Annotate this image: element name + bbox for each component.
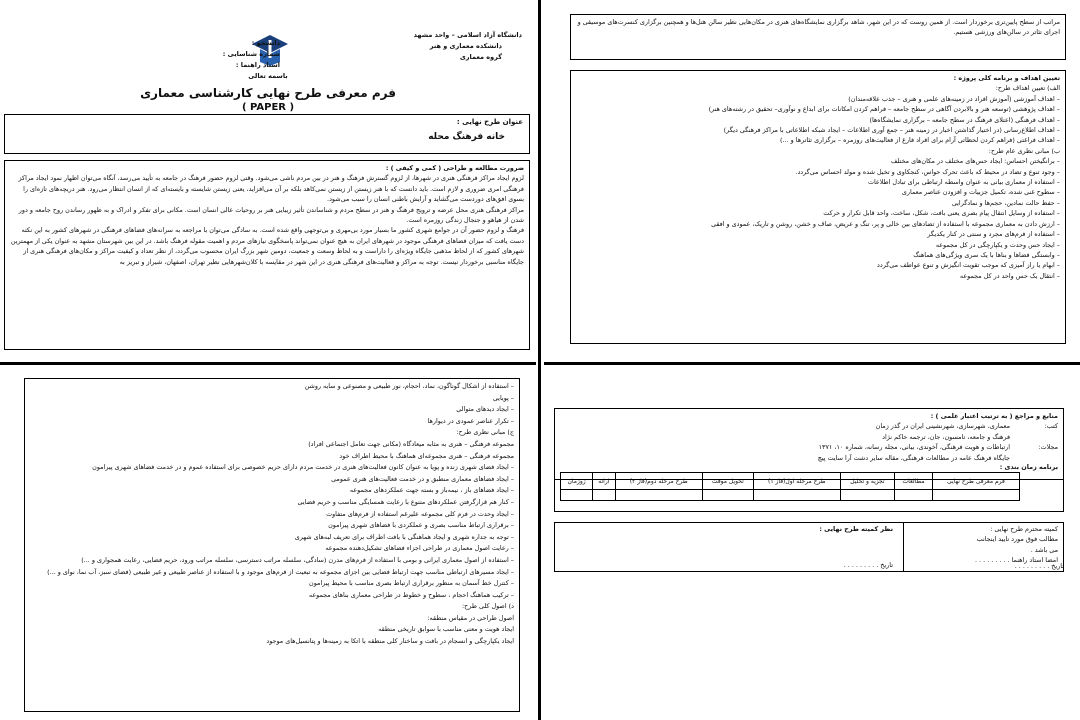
university-name: دانشگاه آزاد اسلامی – واحد مشهد — [413, 31, 522, 39]
necessity-paragraph: لزوم ایجاد مراکز فرهنگی هنری در شهرها، از لزوم گسترش فرهنگ و هنر در بین مردم ناشی می‌شود. وقتی لزوم حضور فرهنگ در جامعه به تأیید می‌رسد، آنگاه می‌توان اظهار نمود ایجاد مراکز فرهنگی امری ضروری و لازم است. باید دانست که با هنر زیستن از زیستن نمی‌کاهد بلکه بر آن می‌افزاید، یعنی زیستن شایسته و بایسته‌ای که از انسان انتظار می‌رود. هنر دریچه‌های تازه‌ای را بسوی افق‌های دوردست می‌گشاید و آرایش باطنی انسان را سبب می‌شود. — [18, 174, 524, 204]
goal-item: – اهداف پژوهشی (توسعه هنر و بالابردن آگاهی در سطح جامعه – فراهم کردن امکانات برای ابداع و نوآوری– تحقیق در رشته‌های هنر) — [708, 105, 1060, 114]
continuation-paragraph: مراتب از سطح پایین‌تری برخوردار است. از همین روست که در این شهر، شاهد برگزاری نمایشگاه‌های هنری در مکان‌هایی نظیر سالن هتل‌ها و همچنین برگزاری کنسرت‌های موسیقی و اجرای تئاتر در سالن‌های ورزشی هستیم. — [577, 18, 1060, 37]
necessity-paragraph: مراکز فرهنگی هنری محل عرضه و ترویج فرهنگ و هنر در سطح مردم و شناساندن تأثیر زیبایی هنر بر روحیات عالی انسان است. مکانی برای تفکر و ادراک و به ظهور رساندن روح جامعه و دور شدن از هیاهو و جنجال زندگی روزمره است. — [18, 205, 524, 225]
page-divider-vertical — [538, 0, 541, 720]
department-name: گروه معماری — [459, 53, 502, 61]
schedule-column-header: تجزیه و تحلیل — [840, 473, 895, 490]
schedule-cell — [753, 490, 840, 501]
reference-item: فرهنگ و جامعه، تامسون، جان، ترجمه حاکم نژاد — [882, 432, 1010, 441]
goal-item: – برانگیختن احساس: ایجاد حس‌های مختلف در مکان‌های مختلف — [890, 157, 1060, 166]
principle-item: مجموعه فرهنگی – هنری به مثابه میعادگاه (مکانی جهت تعامل اجتماعی افراد) — [308, 439, 514, 448]
faculty-name: دانشکده معماری و هنر — [429, 42, 502, 50]
student-info — [160, 38, 280, 71]
signature-box — [554, 522, 1064, 572]
principle-item: – ایجاد وحدت در فرم کلی مجموعه علیرغم استفاده از فرم‌های متفاوت — [326, 509, 514, 518]
principles-list — [30, 381, 514, 648]
approval-line: می باشد . — [1030, 545, 1058, 554]
goal-item: ب) مبانی نظری عام طرح: — [988, 146, 1060, 155]
schedule-title: برنامه زمان بندی : — [999, 463, 1058, 471]
principle-item: – کنترل خط آسمان به منظور برقراری ارتباط بصری مناسب با محیط پیرامون — [309, 579, 514, 588]
goal-item: – اهداف آموزشی (آموزش افراد در زمینه‌های علمی و هنری – جذب علاقه‌مندان) — [848, 94, 1060, 103]
schedule-column-header: فرم معرفی طرح نهایی — [932, 473, 1019, 490]
approval-line: کمیته محترم طرح نهایی : — [990, 525, 1058, 533]
advisor-signature: امضا استاد راهنما . . . . . . . . . — [975, 556, 1058, 565]
principle-item: – ایجاد فضاهای معماری منطبق و در خدمت فعالیت‌های هنری عمومی — [331, 474, 514, 483]
project-title-box — [4, 114, 530, 154]
goals-title: تعیین اهداف و برنامه کلی پروژه : — [953, 74, 1060, 82]
committee-date: تاریخ . . . . . . . . . — [843, 561, 893, 569]
principle-item: – پویایی — [492, 393, 514, 402]
project-title-label: عنوان طرح نهایی : — [456, 118, 523, 126]
continuation-box — [570, 14, 1066, 60]
reference-item: معماری، شهرسازی، شهرنشینی ایران در گذر زمان — [875, 422, 1010, 431]
goal-item: – اهداف فرهنگی (اعتلای فرهنگ در سطح جامعه – برگزاری نمایشگاه‌ها) — [869, 115, 1060, 124]
schedule-cell — [561, 490, 593, 501]
advisor-label: استاد راهنما : — [235, 61, 280, 69]
goals-list — [576, 83, 1060, 281]
schedule-column-header: طرح مرحله اول(فاز ۱) — [753, 473, 840, 490]
page-4 — [544, 368, 1080, 720]
goal-item: – اهداف فراغتی (فراهم کردن لحظاتی آرام برای افراد فارغ از فعالیت‌های روزمره – برگزاری تئاترها و ...) — [780, 136, 1060, 145]
magazines-label: مجلات: — [1038, 443, 1058, 452]
principle-item: – ایجاد فضاهای باز ، نیمه‌باز و بسته جهت عملکردهای مجموعه — [349, 486, 514, 495]
page-3 — [0, 368, 536, 720]
principle-item: – ایجاد دیدهای متوالی — [456, 405, 514, 414]
goal-item: – استفاده از معماری بیانی به عنوان واسطه ارتباطی برای تبادل اطلاعات — [867, 178, 1060, 187]
principles-box — [24, 378, 520, 712]
books-row — [560, 421, 1058, 442]
schedule-column-header: طرح مرحله دوم(فاز ۲) — [615, 473, 702, 490]
committee-title: نظر کمیته طرح نهایی : — [819, 525, 893, 533]
university-header — [352, 30, 522, 63]
schedule-cell — [702, 490, 753, 501]
schedule-cell — [840, 490, 895, 501]
schedule-table — [560, 472, 1020, 501]
principle-item: – برقراری ارتباط مناسب بصری و عملکردی با فضاهای شهری پیرامون — [328, 521, 514, 530]
principle-item: – کنار هم قرارگرفتن عملکردهای متنوع با رعایت همسایگی مناسب و حریم فضایی — [297, 497, 514, 506]
principle-item: – ایجاد مسیرهای ارتباطی مناسب جهت ارتباط فضایی بین اجزای مجموعه به تبعیت از فرم‌های موجود و با استفاده از عناصر طبیعی و غیر طبیعی (فضای سبز، آب نما، نوای و ...) — [47, 567, 514, 576]
principle-item: ج) مبانی نظری طرح: — [456, 428, 514, 437]
principle-item: اصول طراحی در مقیاس منطقه: — [427, 613, 514, 622]
goal-item: – حفظ حالت نمادین، حجم‌ها و نمادگرایی — [951, 198, 1060, 207]
books-label: کتب: — [1044, 422, 1058, 431]
goal-item: – وجود تنوع و تضاد در محیط که باعث تحرک حواس، کنجکاوی و تخیل شده و مولد احساس می‌گردد. — [795, 167, 1060, 176]
goal-item: – استفاده از فرم‌های مجرد و سنتی در کنار یکدیگر — [927, 230, 1060, 239]
goals-box — [570, 70, 1066, 344]
project-title: خانه فرهنگ محله — [428, 132, 505, 143]
principle-item: ایجاد هویت و معنی مناسب با سوابق تاریخی منطقه — [378, 625, 514, 634]
form-title: فرم معرفی طرح نهایی کارشناسی معماری — [140, 86, 396, 100]
principle-item: – استفاده از اشکال گوناگون، نماد، احجام، نور طبیعی و مصنوعی و سایه روشن — [304, 382, 514, 390]
principle-item: – ایجاد فضای شهری زنده و پویا به عنوان کانون فعالیت‌های هنری در خدمت مردم دارای حریم خصوصی برای استفاده عموم و در خدمت فضاهای شهری پیرامون — [92, 463, 514, 472]
approval-line: مطالب فوق مورد تایید اینجانب — [976, 535, 1058, 544]
student-id-label: شماره شناسایی : — [222, 50, 280, 58]
principle-item: د) اصول کلی طرح: — [462, 602, 514, 611]
schedule-column-header: ارائه — [593, 473, 615, 490]
principle-item: ایجاد یکپارچگی و انسجام در بافت و ساختار کلی منطقه با اتکا به زمینه‌ها و پتانسیل‌های موجود — [266, 637, 514, 646]
schedule-cell — [932, 490, 1019, 501]
schedule-column-header: ژوژمان — [561, 473, 593, 490]
schedule-box — [554, 460, 1064, 512]
principle-item: مجموعه فرهنگی – هنری مجموعه‌ای هماهنگ با محیط اطراف خود — [339, 451, 514, 460]
goal-item: – ایجاد حس وحدت و یکپارچگی در کل مجموعه — [935, 240, 1060, 249]
principle-item: – تکرار عناصر عمودی در دیوارها — [427, 416, 514, 425]
schedule-column-header: تحویل موقت — [702, 473, 753, 490]
schedule-cell — [593, 490, 615, 501]
reference-item: ارتباطات و هویت فرهنگی، آخوندی، بیانی، مجله رسانه، شماره ۱۰، ۱۳۷۱ — [818, 443, 1010, 452]
schedule-column-header: مطالعات — [895, 473, 933, 490]
goal-item: الف) تعیین اهداف طرح: — [995, 84, 1060, 93]
goal-item: – ارزش دادن به معماری مجموعه با استفاده از تضادهای بین خالی و پر، تنگ و عریض، صاف و خشن، روشن و تاریک، عمودی و افقی — [711, 219, 1060, 228]
page-1 — [0, 0, 536, 360]
page-2 — [544, 0, 1080, 360]
reference-item: جایگاه فرهنگ عامه در مطالعات فرهنگی، مقاله سایر دشت آرا سایت پیچ — [817, 453, 1010, 462]
principle-item: – توجه به جداره شهری و ایجاد هماهنگی با بافت اطراف برای تعریف لبه‌های شهری — [294, 532, 514, 541]
page-divider-horizontal-right — [544, 362, 1080, 365]
necessity-paragraph: فرهنگ و لزوم حضور آن در جوامع شهری کشور ما بسیار مورد بی‌مهری و بی‌توجهی واقع شده است. به سادگی می‌توان با مراجعه به سرانه‌های فضاهای فرهنگی در شهرهای کشور به این نکته دست یافت که میزان فضاهای فرهنگی موجود در شهرهای ایران به هیچ عنوان نمی‌تواند پاسخگوی نیازهای مردم و اهمیت مقوله فرهنگ باشد. در این بین شهرستان مشهد به عنوان یکی از مهمترین شهرهای کشور که از لحاظ مذهبی جایگاه ویژه‌ای را داراست و به لحاظ وسعت و جمعیت، دومین شهر بزرگ ایران محسوب می‌گردد، از نظر تعداد و کیفیت مراکز و مکان‌های فرهنگی هنری از جایگاه مناسبی برخوردار نیست. توجه به مراکز و فعالیت‌های فرهنگی هنری در این شهر در مقایسه با کلان‌شهرهایی نظیر تهران، اصفهان، شیراز و تبریز به — [10, 226, 524, 266]
approval-date: تاریخ . . . . . . . . . — [1014, 562, 1064, 570]
principle-item: – استفاده از اصول معماری ایرانی و بومی با استفاده از فرم‌های مدرن (سادگی، سلسله مراتب دسترسی، سلسله مراتب ورود، حریم فضایی، رعایت همجواری و ...) — [81, 555, 514, 564]
goal-item: – سطوح غنی شده، تکمیل جزییات و افزودن عناصر معماری — [901, 188, 1060, 197]
schedule-cell — [895, 490, 933, 501]
goal-item: – انتقال یک حس واحد در کل مجموعه — [959, 271, 1060, 280]
principle-item: – رعایت اصول معماری در طراحی اجزاء فضاهای تشکیل‌دهنده مجموعه — [325, 544, 514, 553]
goal-item: – اهداف اطلاع‌رسانی (در اختیار گذاشتن اخبار در زمینه هنر – جمع آوری اطلاعات – ایجاد شبکه اطلاعاتی با مراکز فرهنگی دیگر) — [723, 126, 1060, 135]
student-label: دانشجو : — [251, 39, 280, 47]
necessity-box — [4, 160, 530, 350]
necessity-title: ضرورت مطالعه و طراحی ( کمی و کیفی ) : — [385, 164, 524, 172]
goal-item: – استفاده از وسایل انتقال پیام بصری یعنی بافت، شکل، ساخت، واحد قابل تکرار و حرکت — [823, 209, 1060, 218]
schedule-cell — [615, 490, 702, 501]
page-divider-horizontal-left — [0, 362, 536, 365]
bismillah: باسمه تعالی — [248, 72, 288, 80]
form-subtitle: ( PAPER ) — [241, 102, 295, 113]
principle-item: – ترکیب هماهنگ احجام ، سطوح و خطوط در طراحی معماری بناهای مجموعه — [308, 590, 514, 599]
goal-item: – وابستگی فضاها و بناها با یک سری ویژگی‌های هماهنگ — [913, 250, 1060, 259]
goal-item: – ابهام یا راز آمیزی که موجب تقویت انگیزش و تنوع عواطف می‌گردد — [877, 261, 1060, 270]
references-title: منابع و مراجع ( به ترتیب اعتبار علمی ) : — [930, 412, 1058, 420]
